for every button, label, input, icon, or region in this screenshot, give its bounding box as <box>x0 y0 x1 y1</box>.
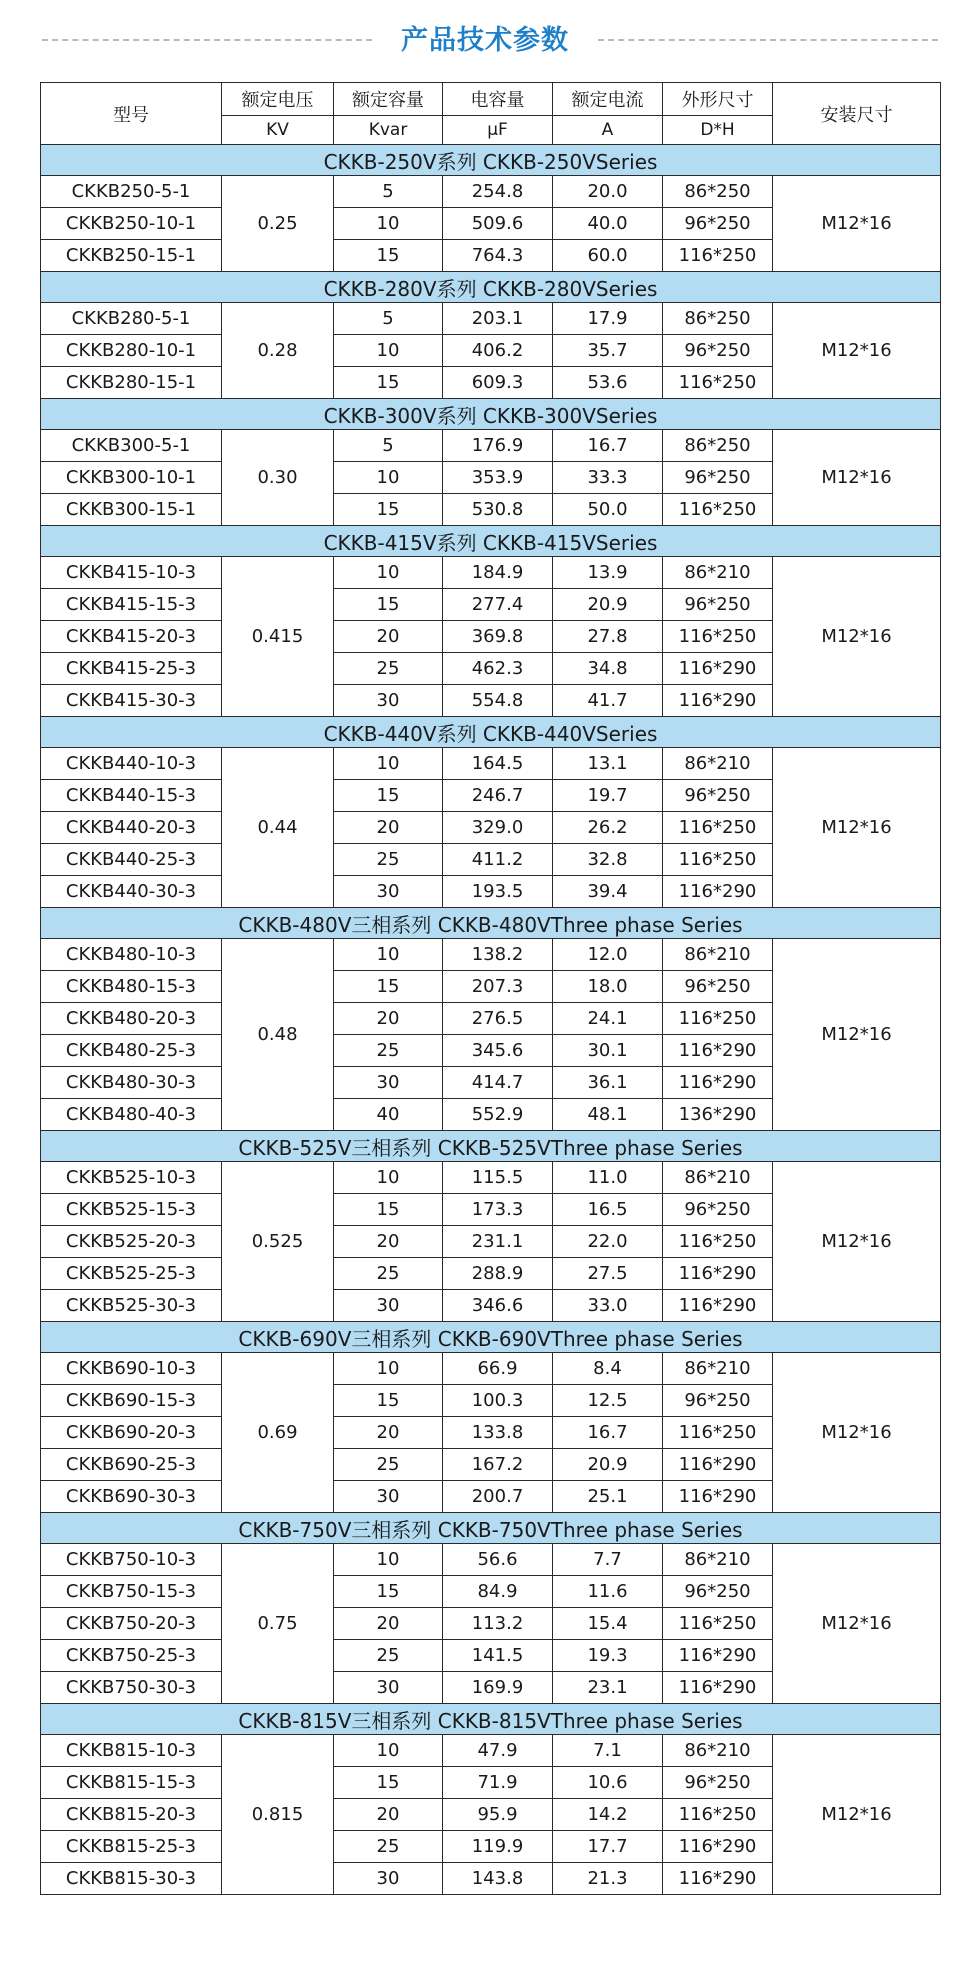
cell-capacity: 30 <box>334 1863 443 1895</box>
cell-capacitance: 609.3 <box>443 367 553 399</box>
cell-voltage: 0.75 <box>222 1544 334 1704</box>
cell-capacitance: 353.9 <box>443 462 553 494</box>
cell-current: 12.0 <box>553 939 663 971</box>
cell-capacity: 25 <box>334 844 443 876</box>
header-dimension: 外形尺寸 <box>663 83 773 116</box>
cell-model: CKKB525-30-3 <box>41 1290 222 1322</box>
cell-current: 26.2 <box>553 812 663 844</box>
series-header-row <box>41 1704 941 1735</box>
cell-current: 20.9 <box>553 1449 663 1481</box>
cell-model: CKKB690-10-3 <box>41 1353 222 1385</box>
table-row <box>41 1544 941 1576</box>
cell-capacitance: 345.6 <box>443 1035 553 1067</box>
table-row <box>41 939 941 971</box>
cell-voltage: 0.69 <box>222 1353 334 1513</box>
cell-capacitance: 184.9 <box>443 557 553 589</box>
cell-capacitance: 552.9 <box>443 1099 553 1131</box>
cell-current: 60.0 <box>553 240 663 272</box>
cell-current: 7.1 <box>553 1735 663 1767</box>
cell-capacity: 10 <box>334 1544 443 1576</box>
cell-current: 30.1 <box>553 1035 663 1067</box>
cell-capacity: 25 <box>334 1831 443 1863</box>
cell-dimension: 116*290 <box>663 653 773 685</box>
cell-voltage: 0.48 <box>222 939 334 1131</box>
table-row <box>41 1353 941 1385</box>
cell-model: CKKB415-15-3 <box>41 589 222 621</box>
cell-capacitance: 115.5 <box>443 1162 553 1194</box>
cell-dimension: 116*250 <box>663 367 773 399</box>
cell-dimension: 116*290 <box>663 1863 773 1895</box>
cell-model: CKKB250-10-1 <box>41 208 222 240</box>
cell-model: CKKB750-25-3 <box>41 1640 222 1672</box>
cell-capacity: 20 <box>334 1799 443 1831</box>
table-row <box>41 557 941 589</box>
cell-current: 33.3 <box>553 462 663 494</box>
cell-capacitance: 66.9 <box>443 1353 553 1385</box>
cell-capacitance: 193.5 <box>443 876 553 908</box>
cell-mount: M12*16 <box>773 1544 941 1704</box>
cell-dimension: 116*250 <box>663 844 773 876</box>
cell-dimension: 116*290 <box>663 1290 773 1322</box>
cell-capacity: 30 <box>334 1672 443 1704</box>
series-header-row <box>41 908 941 939</box>
cell-current: 8.4 <box>553 1353 663 1385</box>
cell-capacitance: 276.5 <box>443 1003 553 1035</box>
cell-model: CKKB480-20-3 <box>41 1003 222 1035</box>
cell-dimension: 116*290 <box>663 1831 773 1863</box>
cell-capacity: 20 <box>334 1417 443 1449</box>
cell-dimension: 116*290 <box>663 1640 773 1672</box>
cell-dimension: 86*210 <box>663 1353 773 1385</box>
unit-voltage: KV <box>222 116 334 145</box>
cell-capacitance: 141.5 <box>443 1640 553 1672</box>
cell-model: CKKB750-10-3 <box>41 1544 222 1576</box>
cell-capacitance: 277.4 <box>443 589 553 621</box>
cell-dimension: 86*210 <box>663 748 773 780</box>
cell-current: 22.0 <box>553 1226 663 1258</box>
cell-capacitance: 176.9 <box>443 430 553 462</box>
series-title: CKKB-280V系列 CKKB-280VSeries <box>41 272 941 303</box>
cell-capacity: 25 <box>334 653 443 685</box>
cell-dimension: 96*250 <box>663 208 773 240</box>
cell-current: 18.0 <box>553 971 663 1003</box>
cell-model: CKKB250-15-1 <box>41 240 222 272</box>
cell-dimension: 96*250 <box>663 971 773 1003</box>
cell-dimension: 116*250 <box>663 812 773 844</box>
cell-dimension: 116*290 <box>663 876 773 908</box>
cell-current: 33.0 <box>553 1290 663 1322</box>
cell-capacitance: 203.1 <box>443 303 553 335</box>
cell-capacitance: 530.8 <box>443 494 553 526</box>
cell-current: 13.9 <box>553 557 663 589</box>
cell-dimension: 96*250 <box>663 335 773 367</box>
series-header-row <box>41 145 941 176</box>
cell-current: 16.7 <box>553 430 663 462</box>
cell-capacity: 15 <box>334 240 443 272</box>
cell-current: 23.1 <box>553 1672 663 1704</box>
cell-capacity: 25 <box>334 1449 443 1481</box>
cell-dimension: 86*210 <box>663 939 773 971</box>
unit-current: A <box>553 116 663 145</box>
cell-capacitance: 133.8 <box>443 1417 553 1449</box>
cell-dimension: 116*290 <box>663 1672 773 1704</box>
cell-capacitance: 173.3 <box>443 1194 553 1226</box>
header-current: 额定电流 <box>553 83 663 116</box>
cell-dimension: 116*290 <box>663 685 773 717</box>
cell-capacity: 10 <box>334 462 443 494</box>
cell-current: 17.9 <box>553 303 663 335</box>
cell-current: 21.3 <box>553 1863 663 1895</box>
cell-capacity: 10 <box>334 335 443 367</box>
cell-capacity: 25 <box>334 1640 443 1672</box>
series-header-row <box>41 526 941 557</box>
series-header-row <box>41 1513 941 1544</box>
series-header-row <box>41 272 941 303</box>
cell-current: 48.1 <box>553 1099 663 1131</box>
cell-model: CKKB440-30-3 <box>41 876 222 908</box>
table-row <box>41 1735 941 1767</box>
cell-capacitance: 164.5 <box>443 748 553 780</box>
cell-capacitance: 288.9 <box>443 1258 553 1290</box>
cell-model: CKKB300-15-1 <box>41 494 222 526</box>
page-title: 产品技术参数 <box>401 25 569 56</box>
cell-model: CKKB440-20-3 <box>41 812 222 844</box>
cell-model: CKKB525-20-3 <box>41 1226 222 1258</box>
cell-model: CKKB415-10-3 <box>41 557 222 589</box>
cell-capacitance: 169.9 <box>443 1672 553 1704</box>
cell-current: 19.7 <box>553 780 663 812</box>
cell-mount: M12*16 <box>773 1162 941 1322</box>
cell-dimension: 116*250 <box>663 1003 773 1035</box>
cell-capacity: 10 <box>334 208 443 240</box>
cell-capacity: 15 <box>334 1767 443 1799</box>
header-mount: 安装尺寸 <box>773 83 941 145</box>
cell-capacitance: 167.2 <box>443 1449 553 1481</box>
series-title: CKKB-300V系列 CKKB-300VSeries <box>41 399 941 430</box>
header-capacity: 额定容量 <box>334 83 443 116</box>
cell-current: 15.4 <box>553 1608 663 1640</box>
cell-dimension: 86*210 <box>663 557 773 589</box>
cell-dimension: 116*250 <box>663 1226 773 1258</box>
cell-voltage: 0.25 <box>222 176 334 272</box>
cell-capacity: 15 <box>334 494 443 526</box>
cell-capacitance: 764.3 <box>443 240 553 272</box>
cell-capacity: 5 <box>334 176 443 208</box>
cell-voltage: 0.815 <box>222 1735 334 1895</box>
unit-dimension: D*H <box>663 116 773 145</box>
cell-dimension: 116*290 <box>663 1449 773 1481</box>
cell-capacitance: 329.0 <box>443 812 553 844</box>
cell-model: CKKB250-5-1 <box>41 176 222 208</box>
cell-mount: M12*16 <box>773 939 941 1131</box>
cell-dimension: 116*250 <box>663 1608 773 1640</box>
cell-dimension: 86*250 <box>663 303 773 335</box>
cell-capacitance: 100.3 <box>443 1385 553 1417</box>
cell-capacitance: 369.8 <box>443 621 553 653</box>
cell-capacity: 15 <box>334 589 443 621</box>
cell-voltage: 0.28 <box>222 303 334 399</box>
cell-model: CKKB280-15-1 <box>41 367 222 399</box>
cell-capacitance: 84.9 <box>443 1576 553 1608</box>
cell-model: CKKB815-15-3 <box>41 1767 222 1799</box>
cell-current: 19.3 <box>553 1640 663 1672</box>
cell-model: CKKB750-30-3 <box>41 1672 222 1704</box>
cell-model: CKKB415-25-3 <box>41 653 222 685</box>
cell-model: CKKB525-25-3 <box>41 1258 222 1290</box>
cell-capacitance: 143.8 <box>443 1863 553 1895</box>
cell-model: CKKB440-25-3 <box>41 844 222 876</box>
cell-dimension: 96*250 <box>663 1194 773 1226</box>
cell-capacity: 20 <box>334 1608 443 1640</box>
cell-model: CKKB815-25-3 <box>41 1831 222 1863</box>
cell-current: 14.2 <box>553 1799 663 1831</box>
table-row <box>41 1162 941 1194</box>
cell-capacity: 5 <box>334 303 443 335</box>
cell-dimension: 116*250 <box>663 621 773 653</box>
cell-model: CKKB690-25-3 <box>41 1449 222 1481</box>
series-title: CKKB-480V三相系列 CKKB-480VThree phase Series <box>41 908 941 939</box>
cell-dimension: 86*250 <box>663 176 773 208</box>
cell-current: 16.7 <box>553 1417 663 1449</box>
cell-current: 17.7 <box>553 1831 663 1863</box>
cell-current: 13.1 <box>553 748 663 780</box>
cell-capacity: 20 <box>334 1003 443 1035</box>
cell-capacitance: 346.6 <box>443 1290 553 1322</box>
cell-model: CKKB480-30-3 <box>41 1067 222 1099</box>
cell-model: CKKB690-15-3 <box>41 1385 222 1417</box>
cell-capacity: 15 <box>334 971 443 1003</box>
cell-capacitance: 411.2 <box>443 844 553 876</box>
cell-current: 7.7 <box>553 1544 663 1576</box>
cell-mount: M12*16 <box>773 557 941 717</box>
cell-capacitance: 47.9 <box>443 1735 553 1767</box>
cell-capacitance: 200.7 <box>443 1481 553 1513</box>
cell-capacitance: 138.2 <box>443 939 553 971</box>
cell-model: CKKB750-15-3 <box>41 1576 222 1608</box>
cell-capacity: 10 <box>334 748 443 780</box>
cell-current: 16.5 <box>553 1194 663 1226</box>
cell-dimension: 116*250 <box>663 1417 773 1449</box>
cell-current: 11.6 <box>553 1576 663 1608</box>
series-header-row <box>41 1322 941 1353</box>
cell-dimension: 116*290 <box>663 1258 773 1290</box>
cell-capacitance: 56.6 <box>443 1544 553 1576</box>
series-title: CKKB-525V三相系列 CKKB-525VThree phase Series <box>41 1131 941 1162</box>
cell-capacity: 25 <box>334 1258 443 1290</box>
cell-capacity: 15 <box>334 1194 443 1226</box>
series-header-row <box>41 1131 941 1162</box>
cell-mount: M12*16 <box>773 303 941 399</box>
cell-capacitance: 414.7 <box>443 1067 553 1099</box>
cell-current: 10.6 <box>553 1767 663 1799</box>
cell-capacitance: 462.3 <box>443 653 553 685</box>
series-title: CKKB-440V系列 CKKB-440VSeries <box>41 717 941 748</box>
cell-capacity: 15 <box>334 1385 443 1417</box>
cell-capacity: 10 <box>334 1353 443 1385</box>
cell-current: 25.1 <box>553 1481 663 1513</box>
cell-model: CKKB525-10-3 <box>41 1162 222 1194</box>
cell-model: CKKB415-20-3 <box>41 621 222 653</box>
cell-capacity: 40 <box>334 1099 443 1131</box>
cell-current: 50.0 <box>553 494 663 526</box>
cell-capacity: 20 <box>334 1226 443 1258</box>
cell-current: 27.8 <box>553 621 663 653</box>
cell-capacitance: 254.8 <box>443 176 553 208</box>
cell-current: 34.8 <box>553 653 663 685</box>
cell-capacity: 10 <box>334 1735 443 1767</box>
cell-dimension: 116*290 <box>663 1067 773 1099</box>
cell-mount: M12*16 <box>773 748 941 908</box>
cell-dimension: 86*210 <box>663 1544 773 1576</box>
series-title: CKKB-415V系列 CKKB-415VSeries <box>41 526 941 557</box>
cell-dimension: 86*210 <box>663 1162 773 1194</box>
cell-capacity: 30 <box>334 1481 443 1513</box>
cell-dimension: 96*250 <box>663 780 773 812</box>
cell-dimension: 116*250 <box>663 1799 773 1831</box>
cell-current: 40.0 <box>553 208 663 240</box>
table-row <box>41 303 941 335</box>
cell-model: CKKB815-30-3 <box>41 1863 222 1895</box>
cell-capacitance: 406.2 <box>443 335 553 367</box>
cell-current: 53.6 <box>553 367 663 399</box>
cell-capacitance: 113.2 <box>443 1608 553 1640</box>
cell-capacity: 10 <box>334 939 443 971</box>
header-model: 型号 <box>41 83 222 145</box>
cell-current: 35.7 <box>553 335 663 367</box>
cell-current: 39.4 <box>553 876 663 908</box>
unit-capacity: Kvar <box>334 116 443 145</box>
cell-mount: M12*16 <box>773 176 941 272</box>
cell-dimension: 86*250 <box>663 430 773 462</box>
cell-capacity: 30 <box>334 685 443 717</box>
cell-dimension: 136*290 <box>663 1099 773 1131</box>
cell-current: 27.5 <box>553 1258 663 1290</box>
cell-dimension: 116*250 <box>663 494 773 526</box>
header-voltage: 额定电压 <box>222 83 334 116</box>
unit-capacitance: μF <box>443 116 553 145</box>
cell-capacity: 10 <box>334 1162 443 1194</box>
cell-capacitance: 231.1 <box>443 1226 553 1258</box>
table-row <box>41 748 941 780</box>
series-title: CKKB-690V三相系列 CKKB-690VThree phase Series <box>41 1322 941 1353</box>
cell-current: 24.1 <box>553 1003 663 1035</box>
cell-capacity: 20 <box>334 621 443 653</box>
spec-table <box>40 82 941 1895</box>
cell-dimension: 96*250 <box>663 1576 773 1608</box>
cell-capacity: 30 <box>334 1067 443 1099</box>
cell-current: 20.9 <box>553 589 663 621</box>
header-capacitance: 电容量 <box>443 83 553 116</box>
cell-capacity: 15 <box>334 367 443 399</box>
table-row <box>41 430 941 462</box>
cell-model: CKKB440-15-3 <box>41 780 222 812</box>
table-row <box>41 176 941 208</box>
cell-current: 32.8 <box>553 844 663 876</box>
cell-current: 41.7 <box>553 685 663 717</box>
cell-dimension: 96*250 <box>663 1767 773 1799</box>
cell-model: CKKB525-15-3 <box>41 1194 222 1226</box>
cell-capacity: 30 <box>334 876 443 908</box>
cell-model: CKKB690-20-3 <box>41 1417 222 1449</box>
cell-capacitance: 95.9 <box>443 1799 553 1831</box>
cell-capacity: 20 <box>334 812 443 844</box>
cell-capacitance: 119.9 <box>443 1831 553 1863</box>
cell-model: CKKB815-10-3 <box>41 1735 222 1767</box>
cell-model: CKKB440-10-3 <box>41 748 222 780</box>
cell-mount: M12*16 <box>773 1735 941 1895</box>
cell-capacity: 5 <box>334 430 443 462</box>
cell-capacity: 10 <box>334 557 443 589</box>
series-header-row <box>41 717 941 748</box>
cell-model: CKKB300-10-1 <box>41 462 222 494</box>
cell-model: CKKB750-20-3 <box>41 1608 222 1640</box>
title-divider-right <box>598 39 938 41</box>
cell-model: CKKB280-10-1 <box>41 335 222 367</box>
cell-dimension: 116*250 <box>663 240 773 272</box>
cell-voltage: 0.44 <box>222 748 334 908</box>
cell-capacitance: 207.3 <box>443 971 553 1003</box>
cell-model: CKKB300-5-1 <box>41 430 222 462</box>
cell-dimension: 96*250 <box>663 462 773 494</box>
page-header <box>0 14 977 64</box>
cell-dimension: 116*290 <box>663 1481 773 1513</box>
cell-dimension: 96*250 <box>663 589 773 621</box>
cell-model: CKKB690-30-3 <box>41 1481 222 1513</box>
cell-mount: M12*16 <box>773 1353 941 1513</box>
cell-model: CKKB480-15-3 <box>41 971 222 1003</box>
cell-model: CKKB415-30-3 <box>41 685 222 717</box>
cell-capacitance: 509.6 <box>443 208 553 240</box>
cell-capacity: 15 <box>334 1576 443 1608</box>
cell-capacity: 15 <box>334 780 443 812</box>
cell-model: CKKB480-25-3 <box>41 1035 222 1067</box>
cell-current: 20.0 <box>553 176 663 208</box>
cell-current: 12.5 <box>553 1385 663 1417</box>
cell-capacitance: 246.7 <box>443 780 553 812</box>
cell-current: 36.1 <box>553 1067 663 1099</box>
cell-voltage: 0.415 <box>222 557 334 717</box>
cell-model: CKKB815-20-3 <box>41 1799 222 1831</box>
series-title: CKKB-750V三相系列 CKKB-750VThree phase Series <box>41 1513 941 1544</box>
cell-current: 11.0 <box>553 1162 663 1194</box>
cell-capacitance: 71.9 <box>443 1767 553 1799</box>
cell-mount: M12*16 <box>773 430 941 526</box>
cell-capacitance: 554.8 <box>443 685 553 717</box>
spec-table-body <box>41 145 941 1895</box>
series-header-row <box>41 399 941 430</box>
cell-model: CKKB480-40-3 <box>41 1099 222 1131</box>
title-divider-left <box>42 39 372 41</box>
cell-model: CKKB280-5-1 <box>41 303 222 335</box>
cell-capacity: 30 <box>334 1290 443 1322</box>
series-title: CKKB-250V系列 CKKB-250VSeries <box>41 145 941 176</box>
series-title: CKKB-815V三相系列 CKKB-815VThree phase Series <box>41 1704 941 1735</box>
cell-voltage: 0.525 <box>222 1162 334 1322</box>
cell-dimension: 86*210 <box>663 1735 773 1767</box>
cell-voltage: 0.30 <box>222 430 334 526</box>
cell-dimension: 96*250 <box>663 1385 773 1417</box>
cell-dimension: 116*290 <box>663 1035 773 1067</box>
cell-model: CKKB480-10-3 <box>41 939 222 971</box>
cell-capacity: 25 <box>334 1035 443 1067</box>
